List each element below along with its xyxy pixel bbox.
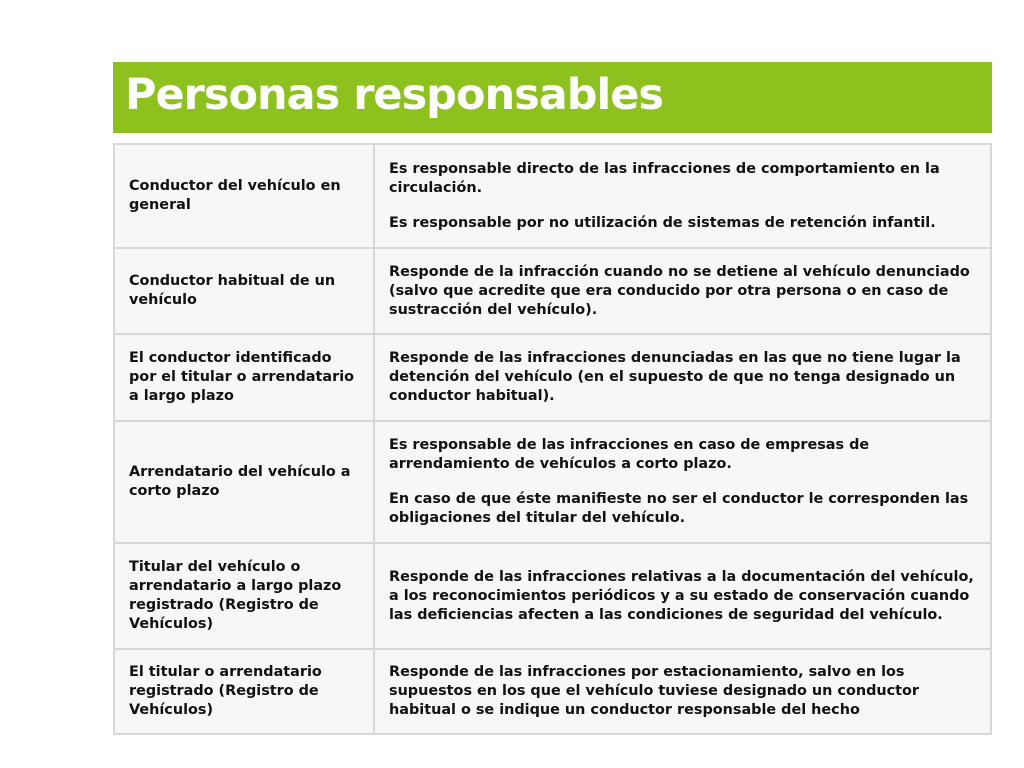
description-text: Es responsable de las infracciones en caso de empresas de arrendamiento de vehículos a corto plazo. [389, 437, 870, 472]
description-text: Responde de las infracciones denunciadas en las que no tiene lugar la detención del vehículo (en el supuesto de que no tenga designado un conductor habitual). [389, 350, 961, 404]
table-row [114, 421, 991, 543]
role-cell: El conductor identificado por el titular o arrendatario a largo plazo [114, 334, 374, 421]
description-text: Responde de la infracción cuando no se detiene al vehículo denunciado (salvo que acredite que era conducido por otra persona o en caso de sustracción del vehículo). [389, 263, 970, 318]
table-row [114, 649, 991, 734]
description-text: Es responsable por no utilización de sistemas de retención infantil. [389, 214, 936, 231]
description-cell [374, 421, 991, 543]
table-row [114, 144, 991, 248]
description-cell [374, 248, 991, 334]
role-cell: Conductor habitual de un vehículo [114, 248, 374, 334]
page-title: Personas responsables [125, 70, 663, 120]
description-text: En caso de que éste manifieste no ser el conductor le corresponden las obligaciones del titular del vehículo. [389, 491, 969, 526]
title-bar [113, 62, 992, 133]
role-cell: El titular o arrendatario registrado (Registro de Vehículos) [114, 649, 374, 734]
role-cell: Titular del vehículo o arrendatario a largo plazo registrado (Registro de Vehículos) [114, 543, 374, 649]
description-cell [374, 543, 991, 649]
table-row [114, 248, 991, 334]
table-row [114, 543, 991, 649]
description-text: Responde de las infracciones por estacionamiento, salvo en los supuestos en los que el vehículo tuviese designado un conductor habitual o se indique un conductor responsable del hecho [389, 664, 920, 718]
description-text: Responde de las infracciones relativas a la documentación del vehículo, a los reconocimientos periódicos y a su estado de conservación cuando las deficiencias afecten a las condiciones de seguridad del vehículo. [389, 568, 974, 623]
description-cell [374, 144, 991, 248]
responsibility-table [113, 143, 992, 735]
description-cell [374, 334, 991, 421]
description-cell [374, 649, 991, 734]
table-row [114, 334, 991, 421]
description-text: Es responsable directo de las infracciones de comportamiento en la circulación. [389, 160, 940, 196]
role-cell: Arrendatario del vehículo a corto plazo [114, 421, 374, 543]
role-cell: Conductor del vehículo en general [114, 144, 374, 248]
